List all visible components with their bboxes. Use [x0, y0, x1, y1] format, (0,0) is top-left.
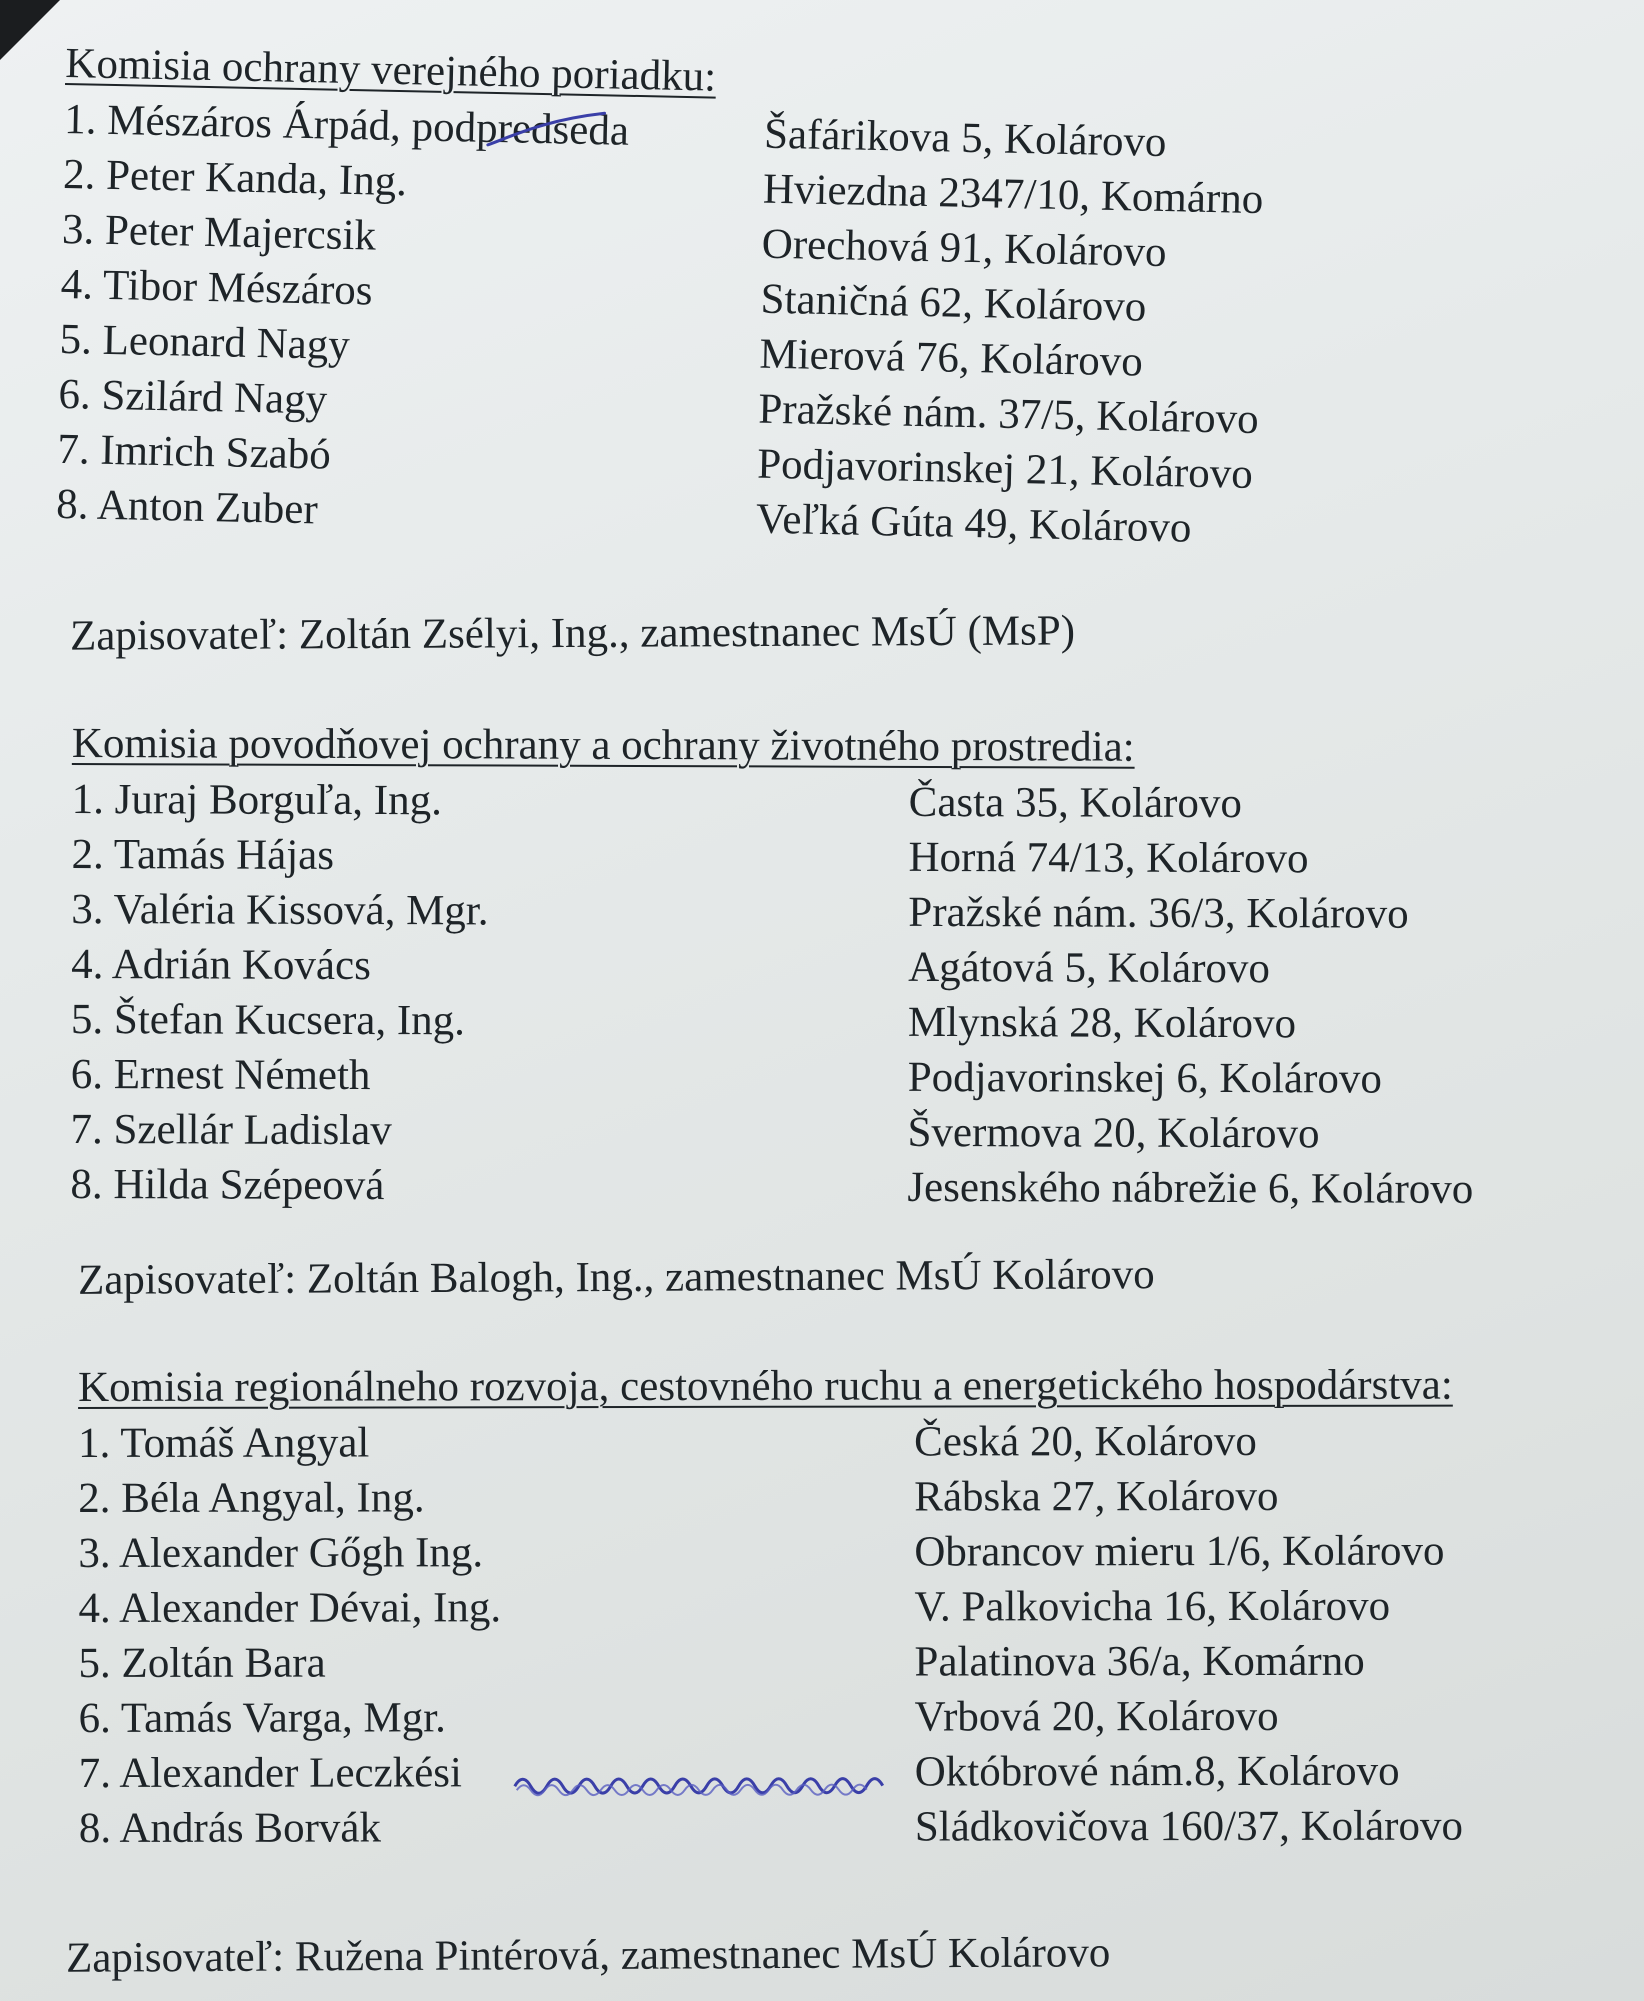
pen-scribble-redaction [511, 1766, 891, 1807]
list-item [70, 1047, 1382, 1106]
member-name: 2. Tamás Hájas [71, 830, 335, 879]
list-item [79, 1689, 1454, 1746]
member-address: Jesenského nábrežie 6, Kolárovo [907, 1163, 1474, 1213]
member-list [55, 92, 1264, 552]
member-address: Októbrové nám.8, Kolárovo [914, 1747, 1400, 1796]
member-address: Česká 20, Kolárovo [914, 1417, 1257, 1466]
list-item [78, 1414, 1453, 1471]
section-title: Komisia ochrany verejného poriadku: [64, 39, 717, 101]
pen-strikethrough-mark [484, 105, 615, 158]
member-name: 1. Mészáros Árpád, podpredseda [63, 95, 630, 155]
member-address: Agátová 5, Kolárovo [908, 943, 1271, 993]
member-name: 4. Adrián Kovács [71, 940, 371, 990]
section-writer: Zapisovateľ: Zoltán Zsélyi, Ing., zamestnanec MsÚ (MsP) [69, 607, 1076, 660]
list-item [70, 992, 1297, 1051]
list-item [78, 1469, 1453, 1526]
member-address: Šafárikova 5, Kolárovo [763, 110, 1167, 167]
member-name: 7. Alexander Leczkési [78, 1749, 463, 1797]
list-item [78, 1524, 1453, 1581]
member-name: 5. Leonard Nagy [59, 315, 351, 370]
member-name: 6. Ernest Németh [70, 1050, 371, 1100]
member-name: 6. Tamás Varga, Mgr. [78, 1694, 446, 1742]
member-address: Veľká Gúta 49, Kolárovo [755, 495, 1192, 552]
member-name: 1. Juraj Borguľa, Ing. [71, 775, 442, 825]
member-address: Staničná 62, Kolárovo [760, 275, 1147, 331]
member-list [70, 772, 1474, 1216]
section-writer: Zapisovateľ: Ružena Pintérová, zamestnanec MsÚ Kolárovo [65, 1929, 1111, 1982]
member-name: 6. Szilárd Nagy [58, 370, 328, 424]
commission-flood-environment [70, 718, 1474, 1216]
member-name: 5. Zoltán Bara [78, 1639, 326, 1687]
member-address: Palatinova 36/a, Komárno [914, 1637, 1365, 1686]
list-item [78, 1799, 1464, 1856]
member-address: Pražské nám. 37/5, Kolárovo [757, 385, 1260, 444]
member-address: Podjavorinskej 6, Kolárovo [907, 1053, 1382, 1103]
member-name: 8. András Borvák [78, 1804, 382, 1852]
member-address: Hviezdna 2347/10, Komárno [762, 165, 1264, 224]
list-item [71, 827, 1309, 886]
member-name: 3. Valéria Kissová, Mgr. [71, 885, 489, 935]
member-address: Horná 74/13, Kolárovo [908, 833, 1309, 883]
member-name: 8. Anton Zuber [55, 480, 319, 534]
member-address: Švermova 20, Kolárovo [907, 1108, 1320, 1158]
member-address: Pražské nám. 36/3, Kolárovo [908, 888, 1409, 938]
section-writer: Zapisovateľ: Zoltán Balogh, Ing., zamestnanec MsÚ Kolárovo [77, 1251, 1155, 1304]
member-name: 7. Szellár Ladislav [70, 1105, 392, 1155]
list-item [78, 1634, 1453, 1691]
list-item [71, 882, 1409, 941]
member-address: Orechová 91, Kolárovo [761, 220, 1168, 277]
member-address: Sládkovičova 160/37, Kolárovo [914, 1802, 1464, 1851]
list-item [70, 1102, 1320, 1161]
member-address: Mierová 76, Kolárovo [759, 330, 1144, 386]
member-name: 4. Tibor Mészáros [60, 260, 374, 315]
page-corner-shadow [0, 0, 60, 60]
section-title: Komisia povodňovej ochrany a ochrany životného prostredia: [71, 720, 1135, 771]
commission-regional-development [78, 1360, 1464, 1856]
member-name: 7. Imrich Szabó [56, 425, 332, 479]
member-address: V. Palkovicha 16, Kolárovo [914, 1582, 1391, 1631]
list-item [70, 1157, 1474, 1216]
member-address: Obrancov mieru 1/6, Kolárovo [914, 1527, 1445, 1576]
member-address: Vrbová 20, Kolárovo [914, 1692, 1279, 1741]
member-name: 5. Štefan Kucsera, Ing. [70, 995, 466, 1045]
member-address: Mlynská 28, Kolárovo [907, 998, 1297, 1048]
section-title: Komisia regionálneho rozvoja, cestovného ruchu a energetického hospodárstva: [78, 1361, 1453, 1411]
member-name: 3. Peter Majercsik [61, 205, 377, 260]
commission-public-order [55, 38, 1264, 552]
list-item [71, 937, 1271, 996]
member-name: 2. Peter Kanda, Ing. [62, 150, 408, 206]
member-address: Časta 35, Kolárovo [908, 778, 1242, 828]
member-name: 2. Béla Angyal, Ing. [78, 1474, 425, 1522]
member-name: 1. Tomáš Angyal [78, 1419, 370, 1467]
member-name: 4. Alexander Dévai, Ing. [78, 1584, 502, 1632]
member-name: 8. Hilda Szépeová [70, 1160, 385, 1210]
list-item [78, 1579, 1453, 1636]
member-address: Podjavorinskej 21, Kolárovo [756, 440, 1254, 498]
list-item [71, 772, 1242, 831]
member-name: 3. Alexander Gőgh Ing. [78, 1529, 484, 1577]
member-address: Rábska 27, Kolárovo [914, 1472, 1279, 1521]
